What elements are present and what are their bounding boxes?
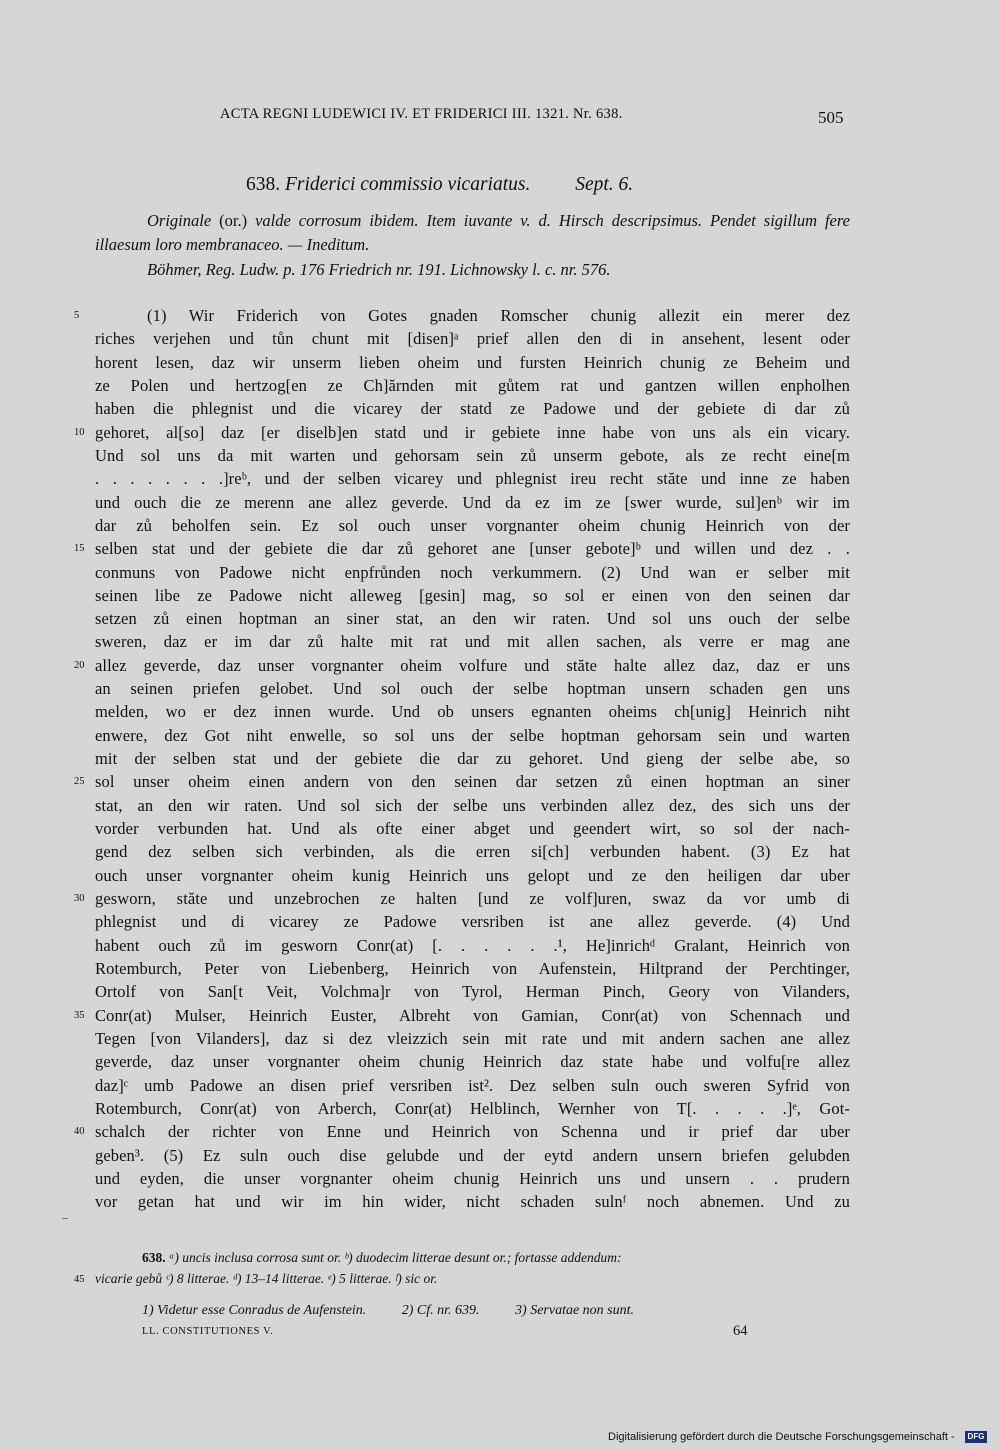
text-line: ze Polen und hertzog[en ze Ch]ărnden mit gůtem rat und gantzen willen enpholhen — [95, 376, 850, 395]
sheet-number: 64 — [733, 1323, 748, 1339]
line-number: 20 — [74, 660, 85, 671]
running-head: ACTA REGNI LUDEWICI IV. ET FRIDERICI III. 1321. Nr. 638. — [220, 106, 623, 122]
text-line: ouch unser vorgnanter oheim kunig Heinrich uns gelopt und ze den heiligen dar uber — [95, 866, 850, 885]
source-abbr: (or.) — [219, 211, 248, 230]
text-line: an seinen priefen gelobet. Und sol ouch der selbe hoptman unsern schaden gen uns — [95, 679, 850, 698]
text-line: horent lesen, daz wir unserm lieben oheim und fursten Heinrich chunig ze Beheim und — [95, 353, 850, 372]
text-line: Tegen [von Vilanders], daz si dez vleizzich sein mit rate und mit andern sachen ane allez — [95, 1029, 850, 1048]
text-line: gesworn, stăte und unzebrochen ze halten [und ze volf]uren, swaz da vor umb di — [95, 889, 850, 908]
text-line: setzen zů einen hoptman an siner stat, an den wir raten. Und sol uns ouch der selbe — [95, 609, 850, 628]
text-line: gend dez selben sich verbinden, als die erren si[ch] verbunden habent. (3) Ez hat — [95, 842, 850, 861]
line-number: 25 — [74, 776, 85, 787]
line-number: 10 — [74, 427, 85, 438]
text-line: mit der selben stat und der gebiete die dar zu gehoret. Und gieng der selbe abe, so — [95, 749, 850, 768]
apparatus-line-1 — [95, 1247, 850, 1268]
text-line: Conr(at) Mulser, Heinrich Euster, Albreht von Gamian, Conr(at) von Schennach und — [95, 1006, 850, 1025]
text-line: selben stat und der gebiete die dar zů gehoret ane [unser gebote]ᵇ und willen und dez . . — [95, 539, 850, 558]
text-line: . . . . . . . .]reᵇ, und der selben vicarey und phlegnist ireu recht stăte und inne ze haben — [95, 469, 850, 488]
footnote-3: 3) Servatae non sunt. — [515, 1303, 635, 1318]
text-line: sol unser oheim einen andern von den seinen dar setzen zů einen hoptman an siner — [95, 772, 850, 791]
document-title: Friderici commissio vicariatus. — [285, 174, 531, 195]
text-line: Ortolf von San[t Veit, Volchma]r von Tyrol, Herman Pinch, Geory von Vilanders, — [95, 982, 850, 1001]
text-line: Und sol uns da mit warten und gehorsam sein zů unserm gebote, als ze recht eine[m — [95, 446, 850, 465]
text-line: schalch der richter von Enne und Heinrich von Schenna und ir prief dar uber — [95, 1122, 850, 1141]
text-line: sweren, daz er im dar zů halte mit rat und mit allen sachen, als verre er mag ane — [95, 632, 850, 651]
text-line: allez geverde, daz unser vorgnanter oheim volfure und stăte halte allez daz, daz er uns — [95, 656, 850, 675]
text-line: (1) Wir Friderich von Gotes gnaden Romscher chunig allezit ein merer dez — [147, 306, 850, 325]
text-line: haben die phlegnist und die vicarey der statd ze Padowe und der gebiete di dar zů — [95, 399, 850, 418]
line-number: 15 — [74, 543, 85, 554]
text-line: vor getan hat und wir im hin wider, nicht schaden sulnᶠ noch abnemen. Und zu — [95, 1192, 850, 1211]
line-number: 35 — [74, 1010, 85, 1021]
text-line: Rotemburch, Conr(at) von Arberch, Conr(at) Helblinch, Wernher von T[. . . . .]ᵉ, Got- — [95, 1099, 850, 1118]
line-number: 45 — [74, 1274, 85, 1285]
text-line: conmuns von Padowe nicht enpfrůnden noch verkummern. (2) Und wan er selber mit — [95, 563, 850, 582]
margin-mark — [62, 1218, 68, 1219]
text-line: melden, wo er dez innen wurde. Und ob unsers egnanten oheims ch[unig] Heinrich niht — [95, 702, 850, 721]
source-prefix: Originale — [147, 211, 212, 230]
text-line: riches verjehen und tůn chunt mit [disen]ᵃ prief allen den di in ansehent, lesent oder — [95, 329, 850, 348]
text-line: vorder verbunden hat. Und als ofte einer abget und geendert wirt, so sol der nach- — [95, 819, 850, 838]
text-line: habent ouch zů im gesworn Conr(at) [. . . . . .¹, He]inrichᵈ Gralant, Heinrich von — [95, 936, 850, 955]
document-heading — [246, 174, 633, 196]
apparatus-text-2: vicarie gebů ᶜ) 8 litterae. ᵈ) 13–14 litterae. ᵉ) 5 litterae. ᶠ) sic or. — [95, 1271, 438, 1286]
document-date: Sept. 6. — [575, 174, 634, 195]
text-line: geverde, daz unser vorgnanter oheim chunig Heinrich daz state habe und volfu[re allez — [95, 1052, 850, 1071]
text-line: seinen libe ze Padowe nicht alleweg [gesin] mag, so sol er einen von den seinen dar — [95, 586, 850, 605]
source-rest: valde corrosum ibidem. Item iuvante v. d. Hirsch descripsimus. Pendet sigillum fere illaesum loro membranaceo. — Ineditum. — [95, 211, 850, 254]
page-number: 505 — [818, 108, 844, 127]
text-line: Rotemburch, Peter von Liebenberg, Heinrich von Aufenstein, Hiltprand der Perchtinger, — [95, 959, 850, 978]
references: Böhmer, Reg. Ludw. p. 176 Friedrich nr. 191. Lichnowsky l. c. nr. 576. — [147, 260, 611, 279]
text-line: und eyden, die unser vorgnanter oheim chunig Heinrich uns und unsern . . prudern — [95, 1169, 850, 1188]
footnote-2: 2) Cf. nr. 639. — [401, 1303, 480, 1318]
digitization-credit: Digitalisierung gefördert durch die Deutsche Forschungsgemeinschaft - — [608, 1431, 955, 1443]
line-number: 30 — [74, 893, 85, 904]
document-number: 638. — [246, 174, 281, 195]
text-line: daz]ᶜ umb Padowe an disen prief versriben ist². Dez selben suln ouch sweren Syfrid von — [95, 1076, 850, 1095]
source-description — [95, 209, 850, 257]
text-line: enwere, dez Got niht enwelle, so sol uns der selbe hoptman gehorsam sein und warten — [95, 726, 850, 745]
text-line: phlegnist und di vicarey ze Padowe versriben ist ane allez geverde. (4) Und — [95, 912, 850, 931]
apparatus-line-2 — [95, 1268, 850, 1289]
footnotes — [142, 1301, 842, 1321]
series-title: LL. CONSTITUTIONES V. — [142, 1326, 274, 1337]
apparatus-text-1: ᵃ) uncis inclusa corrosa sunt or. ᵇ) duodecim litterae desunt or.; fortasse addendum: — [169, 1250, 622, 1265]
text-line: und ouch die ze merenn ane allez geverde. Und da ez im ze [swer wurde, sul]enᵇ wir im — [95, 493, 850, 512]
text-line: gehoret, al[so] daz [er diselb]en statd und ir gebiete inne habe von uns als ein vicary. — [95, 423, 850, 442]
text-line: dar zů beholfen sein. Ez sol ouch unser vorgnanter oheim chunig Heinrich von der — [95, 516, 850, 535]
text-line: stat, an den wir raten. Und sol sich der selbe uns verbinden allez dez, des sich uns der — [95, 796, 850, 815]
text-line: geben³. (5) Ez suln ouch dise gelubde und der eytd andern unsern briefen gelubden — [95, 1146, 850, 1165]
line-number: 5 — [74, 310, 80, 321]
apparatus-number: 638. — [142, 1250, 166, 1265]
line-number: 40 — [74, 1126, 85, 1137]
dfg-logo: DFG — [965, 1431, 987, 1443]
footnote-1: 1) Videtur esse Conradus de Aufenstein. — [142, 1303, 367, 1318]
